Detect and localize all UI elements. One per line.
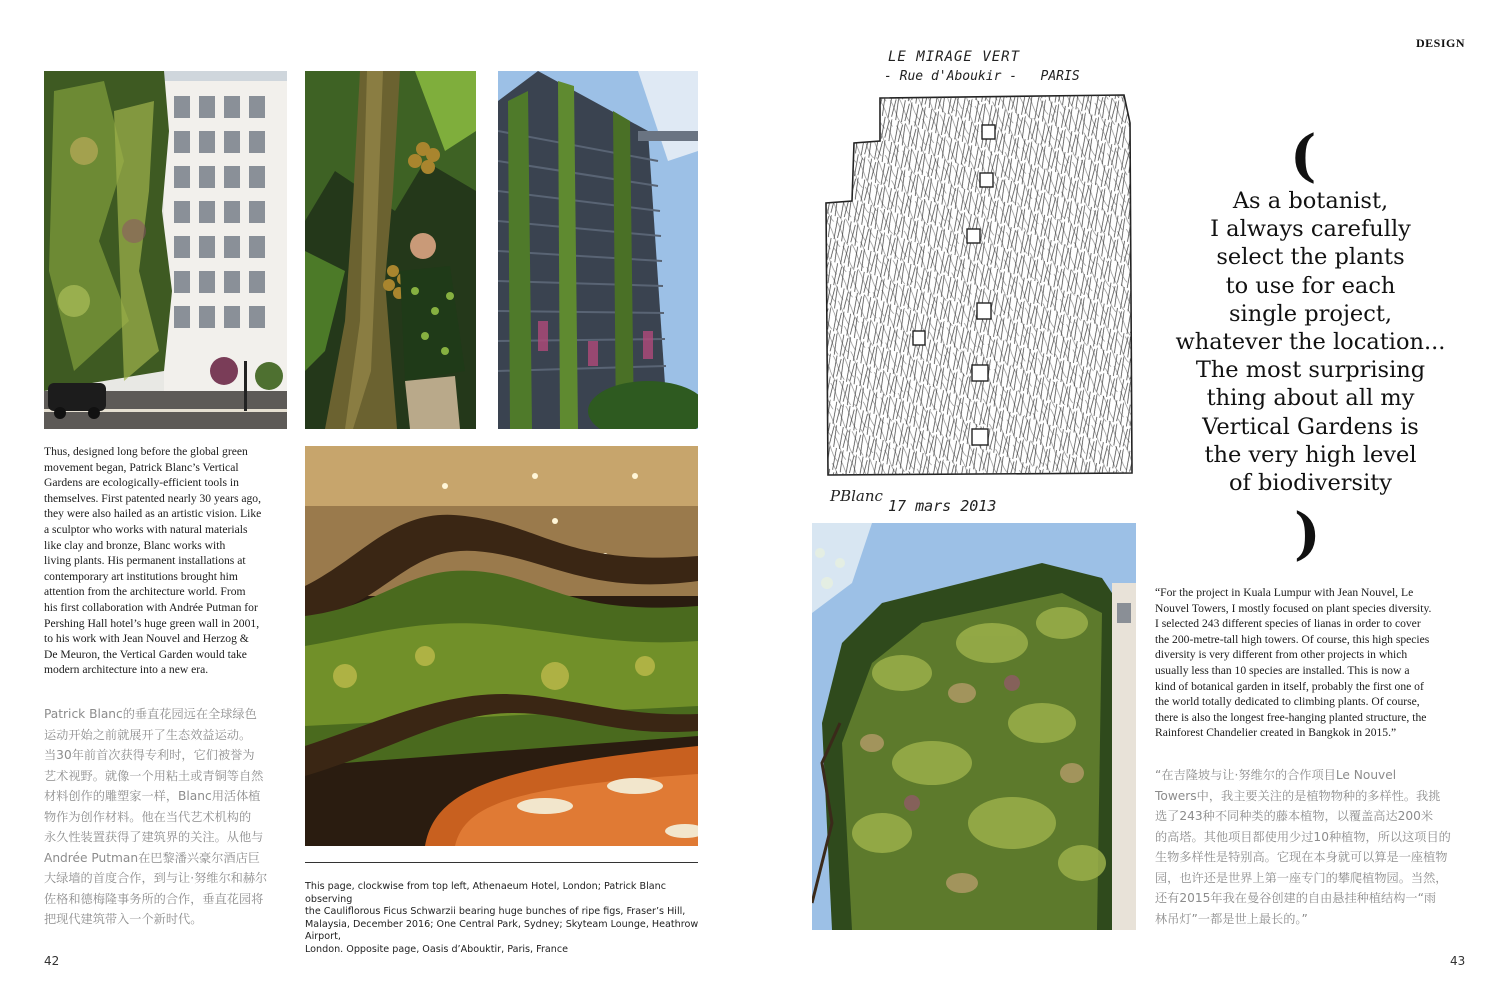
open-quote-mark: ( [1290, 123, 1317, 189]
caption-divider [305, 862, 698, 863]
body-text-zh: Patrick Blanc的垂直花园远在全球绿色 运动开始之前就展开了生态效益运动。 当30年前首次获得专利时，它们被誉为 艺术视野。就像一个用粘土或青铜等自然 材料创作的雕塑家一样，Blanc用活体植 物作为创作材料。他在当代艺术机构的 永久性装置获得了建筑界的关注。从他与 Andrée Putman在巴黎潘兴豪尔酒店巨 大绿墙的首度合作，到与让·努维尔和赫尔 佐格和德梅隆事务所的合作，垂直花园将 把现代建筑带入一个新时代。 [44, 707, 268, 926]
sketch-drawing [812, 93, 1137, 483]
photo-caption: This page, clockwise from top left, Athenaeum Hotel, London; Patrick Blanc observing the Cauliflorous Ficus Schwarzii bearing huge bunches of ripe figs, Fraser’s Hill, Malaysia, December 2016; One Central Park, Sydney; Skyteam Lounge, Heathrow Airport, London. Opposite page, Oasis d’Abouktir, Paris, France [305, 881, 699, 955]
sketch-title: LE MIRAGE VERT [888, 49, 1021, 65]
patrick-blanc-ficus-photo [305, 71, 476, 429]
page-number-right: 43 [1450, 954, 1466, 968]
sketch-date: 17 mars 2013 [888, 497, 997, 515]
sketch-subtitle: - Rue d'Aboukir - PARIS [884, 69, 1080, 84]
skyteam-lounge-photo [305, 446, 698, 846]
quote-text-en: “For the project in Kuala Lumpur with Jean Nouvel, Le Nouvel Towers, I mostly focused on plant species diversity. I selected 243 different species of lianas in order to cover the 200-metre-tall high towers. Of course, this high species diversity is very different from other projects in which usually less than 10 species are installed. This is now a kind of botanical garden in itself, probably the first one of the world totally dedicated to climbing plants. Of course, there is also the longest free-hanging planted structure, the Rainforest Chandelier created in Bangkok in 2015.” [1155, 586, 1432, 740]
pull-quote: As a botanist, I always carefully select the plants to use for each single project, whatever the location... The most surprising thing about all my Vertical Gardens is the very high level of biodiversity [1175, 188, 1446, 497]
sketch-signature: PBlanc [830, 487, 883, 505]
page-number-left: 42 [44, 954, 60, 968]
close-quote-mark: ) [1294, 501, 1321, 567]
quote-text-zh: “在吉隆坡与让·努维尔的合作项目Le Nouvel Towers中，我主要关注的是植物物种的多样性。我挑 选了243种不同种类的藤本植物，以覆盖高达200米 的高塔。其他项目都使用少过10种植物，所以这项目的 生物多样性是特别高。它现在本身就可以算是一座植物 园，也许还是世界上第一座专门的攀爬植物园。当然， 还有2015年我在曼谷创建的自由悬挂种植结构一“雨 林吊灯”一都是世上最长的。” [1155, 768, 1451, 926]
athenaeum-hotel-photo [44, 71, 287, 429]
one-central-park-photo [498, 71, 698, 429]
oasis-aboukir-photo [812, 523, 1136, 930]
body-text-en: Thus, designed long before the global green movement began, Patrick Blanc’s Vertical Gardens are ecologically-efficient tools in themselves. First patented nearly 30 years ago, they were also hailed as an artistic vision. Like a sculptor who works with natural materials like clay and bronze, Blanc works with living plants. His permanent installations at contemporary art institutions brought him attention from the architecture world. From his first collaboration with Andrée Putman for Pershing Hall hotel’s huge green wall in 2001, to his work with Jean Nouvel and Herzog & De Meuron, the Vertical Garden would take modern architecture into a new era. [44, 445, 262, 677]
section-label: DESIGN [1416, 36, 1466, 50]
mirage-vert-sketch [812, 45, 1137, 520]
